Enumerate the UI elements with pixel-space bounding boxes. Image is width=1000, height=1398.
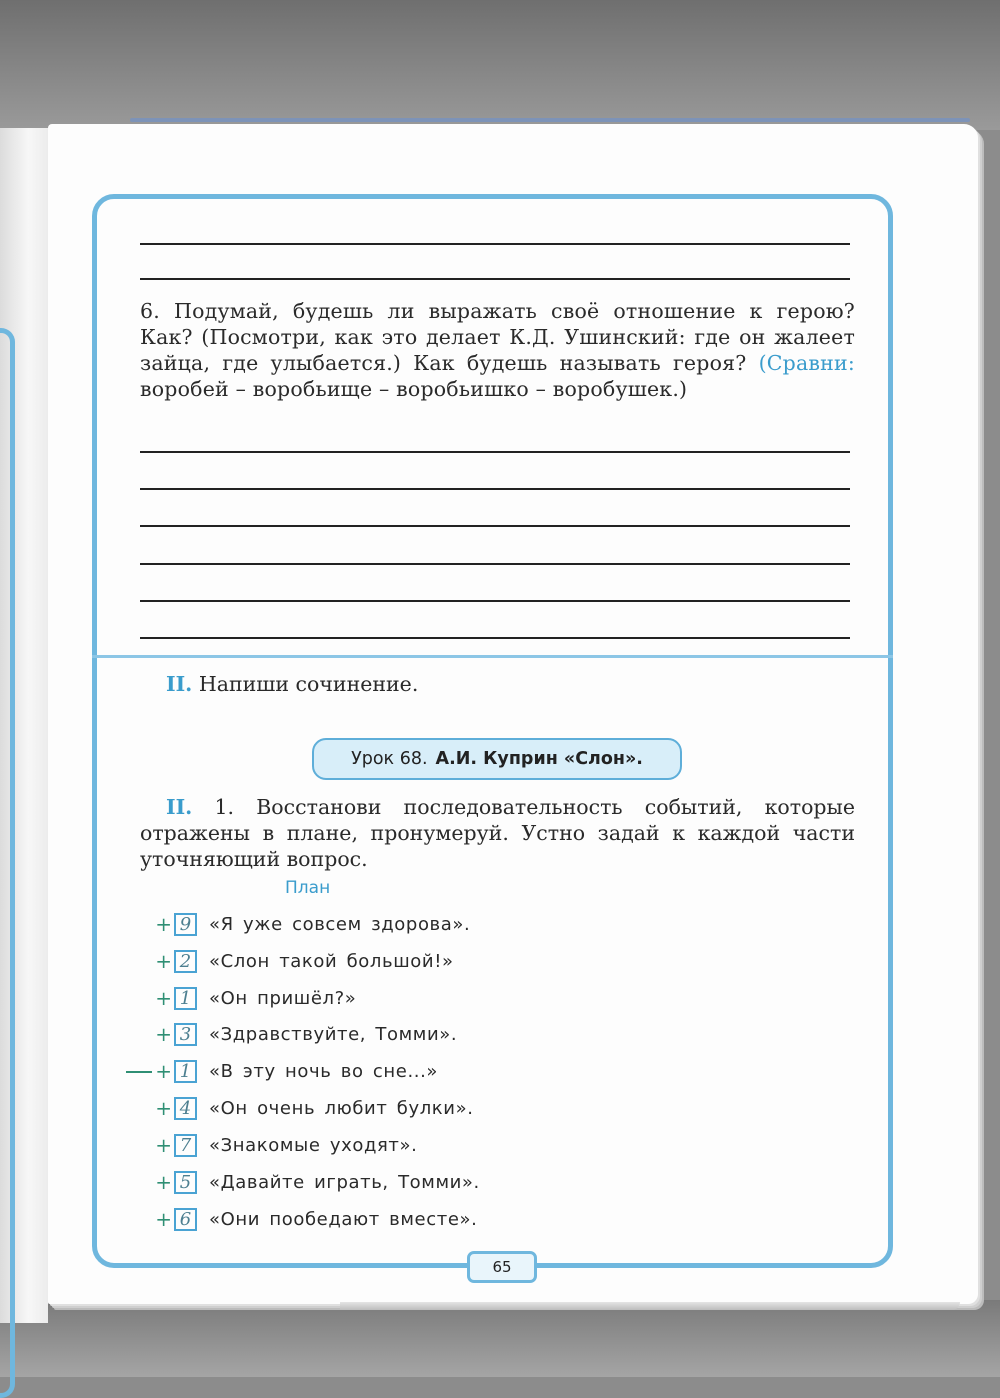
check-mark: + <box>155 1096 172 1120</box>
number-box[interactable]: 7 <box>174 1134 197 1157</box>
writing-line[interactable] <box>140 525 850 527</box>
plan-item <box>150 1019 570 1049</box>
plan-item-label: «Давайте играть, Томми». <box>209 1171 480 1193</box>
check-mark: + <box>155 912 172 936</box>
left-page-edge <box>0 128 48 1323</box>
check-mark: + <box>155 1022 172 1046</box>
plan-item-label: «В эту ночь во сне...» <box>209 1060 439 1082</box>
task-6-examples: воробей – воробьище – воробьишко – воробушек.) <box>140 377 688 401</box>
plan-item <box>150 1056 570 1086</box>
lesson-title-badge <box>312 738 682 780</box>
lesson-title: А.И. Куприн «Слон». <box>435 749 643 769</box>
left-page-frame <box>0 328 15 1398</box>
task-6 <box>140 298 855 402</box>
task-6-text: 6. Подумай, будешь ли выражать своё отношение к герою? Как? (Посмотри, как это делает К.Д. Ушинский: где он жалеет зайца, где улыбается.) Как будешь называть героя? <box>140 299 855 375</box>
number-box[interactable]: 3 <box>174 1023 197 1046</box>
plan-item-label: «Слон такой большой!» <box>209 950 454 972</box>
number-box[interactable]: 4 <box>174 1097 197 1120</box>
plan-item-label: «Я уже совсем здорова». <box>209 913 471 935</box>
task-1-text: 1. Восстанови последовательность событий, которые отражены в плане, пронумеруй. Устно задай к каждой части уточняющий вопрос. <box>140 795 855 871</box>
check-mark: + <box>155 986 172 1010</box>
scan-background-top <box>0 0 1000 130</box>
plan-item-label: «Он пришёл?» <box>209 987 357 1009</box>
section-divider <box>92 655 893 658</box>
check-mark: + <box>155 1207 172 1231</box>
plan-title: План <box>285 878 331 898</box>
writing-line[interactable] <box>140 451 850 453</box>
check-mark: + <box>155 1133 172 1157</box>
plan-item <box>150 1130 570 1160</box>
lesson-number: Урок 68. <box>351 749 428 769</box>
writing-line[interactable] <box>140 600 850 602</box>
plan-item <box>150 1093 570 1123</box>
number-box[interactable]: 6 <box>174 1208 197 1231</box>
plan-item <box>150 946 570 976</box>
page-top-edge <box>130 118 970 122</box>
check-mark: + <box>155 1170 172 1194</box>
scan-background-bottom <box>0 1300 1000 1377</box>
check-mark: + <box>155 949 172 973</box>
writing-line[interactable] <box>140 637 850 639</box>
plan-item-label: «Он очень любит булки». <box>209 1097 474 1119</box>
number-box[interactable]: 1 <box>174 1060 197 1083</box>
plan-item-label: «Они пообедают вместе». <box>209 1208 478 1230</box>
section-roman-numeral: II. <box>166 795 193 819</box>
essay-task <box>166 672 418 696</box>
task-1 <box>140 794 855 872</box>
plan-item <box>150 983 570 1013</box>
number-box[interactable]: 5 <box>174 1171 197 1194</box>
plan-item-label: «Здравствуйте, Томми». <box>209 1023 458 1045</box>
compare-label: (Сравни: <box>758 351 855 375</box>
writing-line[interactable] <box>140 488 850 490</box>
writing-line[interactable] <box>140 243 850 245</box>
section-roman-numeral: II. <box>166 672 193 696</box>
essay-task-text: Напиши сочинение. <box>198 672 419 696</box>
plan-item-label: «Знакомые уходят». <box>209 1134 418 1156</box>
writing-line[interactable] <box>140 563 850 565</box>
plan-item <box>150 1167 570 1197</box>
check-mark: + <box>150 1059 172 1083</box>
number-box[interactable]: 2 <box>174 950 197 973</box>
number-box[interactable]: 1 <box>174 987 197 1010</box>
plan-item <box>150 1204 570 1234</box>
page-stack-edge <box>340 1302 960 1310</box>
number-box[interactable]: 9 <box>174 913 197 936</box>
page-number: 65 <box>467 1251 537 1283</box>
writing-line[interactable] <box>140 278 850 280</box>
plan-item <box>150 909 570 939</box>
